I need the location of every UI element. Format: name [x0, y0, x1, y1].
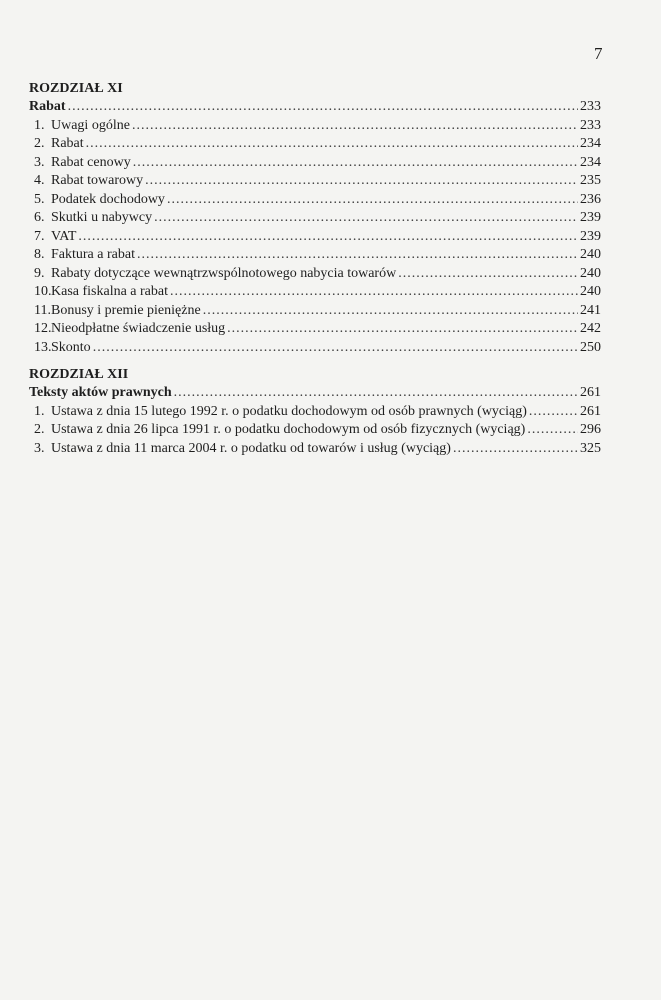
chapter-11	[29, 80, 601, 357]
entry-page: 234	[580, 136, 601, 151]
entry-number: 7.	[34, 228, 45, 244]
entry-title: Ustawa z dnia 11 marca 2004 r. o podatku od towarów i usług (wyciąg)	[51, 440, 451, 456]
toc-entry[interactable]	[29, 135, 601, 154]
page-number: 7	[594, 44, 603, 63]
entry-title: VAT	[51, 228, 77, 244]
toc-entry[interactable]	[29, 246, 601, 265]
entry-page: 241	[580, 302, 601, 318]
toc-entry[interactable]	[29, 320, 601, 339]
toc-entry[interactable]	[29, 265, 601, 284]
dot-leader	[145, 172, 578, 191]
section-page: 261	[580, 385, 601, 400]
section-title: Teksty aktów prawnych	[29, 385, 172, 400]
table-of-contents	[29, 80, 601, 467]
entry-page: 233	[580, 117, 601, 133]
entry-page: 240	[580, 247, 601, 262]
dot-leader	[78, 228, 578, 247]
entry-page: 239	[580, 228, 601, 244]
toc-entry[interactable]	[29, 172, 601, 191]
toc-entry[interactable]	[29, 117, 601, 136]
entry-title: Kasa fiskalna a rabat	[51, 284, 168, 299]
entry-number: 5.	[34, 191, 45, 207]
entry-number: 8.	[34, 247, 45, 262]
entry-number: 1.	[34, 403, 45, 419]
entry-title: Skutki u nabywcy	[51, 210, 153, 225]
entry-number: 11.	[34, 302, 51, 318]
toc-entry[interactable]	[29, 228, 601, 247]
entry-page: 250	[580, 339, 601, 355]
toc-section-rabat[interactable]	[29, 98, 601, 117]
toc-entry[interactable]	[29, 283, 601, 302]
entry-number: 1.	[34, 117, 45, 133]
entry-number: 3.	[34, 154, 45, 170]
entry-number: 3.	[34, 440, 45, 456]
entry-page: 239	[580, 210, 601, 225]
entry-page: 240	[580, 265, 601, 281]
entry-title: Skonto	[51, 339, 91, 355]
entry-number: 10.	[34, 284, 52, 299]
section-title: Rabat	[29, 99, 66, 114]
entry-title: Podatek dochodowy	[51, 191, 165, 207]
entry-number: 2.	[34, 422, 45, 437]
dot-leader	[133, 154, 578, 173]
entry-number: 4.	[34, 173, 45, 188]
toc-section-teksty-aktow-prawnych[interactable]	[29, 384, 601, 403]
dot-leader	[154, 209, 578, 228]
entry-number: 9.	[34, 265, 45, 281]
toc-entry[interactable]	[29, 154, 601, 173]
entry-page: 234	[580, 154, 601, 170]
toc-entry[interactable]	[29, 302, 601, 321]
dot-leader	[453, 440, 578, 459]
entry-title: Rabaty dotyczące wewnątrzwspólnotowego nabycia towarów	[51, 265, 397, 281]
dot-leader	[174, 384, 578, 403]
dot-leader	[137, 246, 578, 265]
entry-page: 242	[580, 321, 601, 336]
entry-page: 325	[580, 440, 601, 456]
dot-leader	[527, 421, 578, 440]
dot-leader	[170, 283, 578, 302]
dot-leader	[398, 265, 578, 284]
entry-title: Faktura a rabat	[51, 247, 135, 262]
entry-title: Rabat cenowy	[51, 154, 131, 170]
entry-number: 2.	[34, 136, 45, 151]
entry-page: 236	[580, 191, 601, 207]
entry-page: 261	[580, 403, 601, 419]
entry-page: 296	[580, 422, 601, 437]
entry-title: Ustawa z dnia 26 lipca 1991 r. o podatku dochodowym od osób fizycznych (wyciąg)	[51, 422, 526, 437]
toc-entry[interactable]	[29, 191, 601, 210]
entry-title: Rabat towarowy	[51, 173, 144, 188]
toc-entry[interactable]	[29, 403, 601, 422]
toc-entry[interactable]	[29, 440, 601, 459]
entry-page: 240	[580, 284, 601, 299]
chapter-12	[29, 366, 601, 458]
entry-number: 6.	[34, 210, 45, 225]
dot-leader	[93, 339, 578, 358]
entry-number: 13.	[34, 339, 52, 355]
dot-leader	[227, 320, 578, 339]
toc-entry[interactable]	[29, 339, 601, 358]
dot-leader	[167, 191, 578, 210]
entry-number: 12.	[34, 321, 52, 336]
entry-title: Ustawa z dnia 15 lutego 1992 r. o podatku dochodowym od osób prawnych (wyciąg)	[51, 403, 527, 419]
entry-title: Rabat	[51, 136, 84, 151]
entry-title: Uwagi ogólne	[51, 117, 130, 133]
dot-leader	[86, 135, 578, 154]
section-page: 233	[580, 99, 601, 114]
dot-leader	[132, 117, 578, 136]
toc-entry[interactable]	[29, 421, 601, 440]
dot-leader	[68, 98, 578, 117]
dot-leader	[529, 403, 578, 422]
toc-entry[interactable]	[29, 209, 601, 228]
chapter-heading: ROZDZIAŁ XI	[29, 81, 123, 96]
entry-page: 235	[580, 173, 601, 188]
entry-title: Bonusy i premie pieniężne	[51, 302, 201, 318]
chapter-heading: ROZDZIAŁ XII	[29, 367, 129, 382]
dot-leader	[203, 302, 578, 321]
entry-title: Nieodpłatne świadczenie usług	[51, 321, 226, 336]
